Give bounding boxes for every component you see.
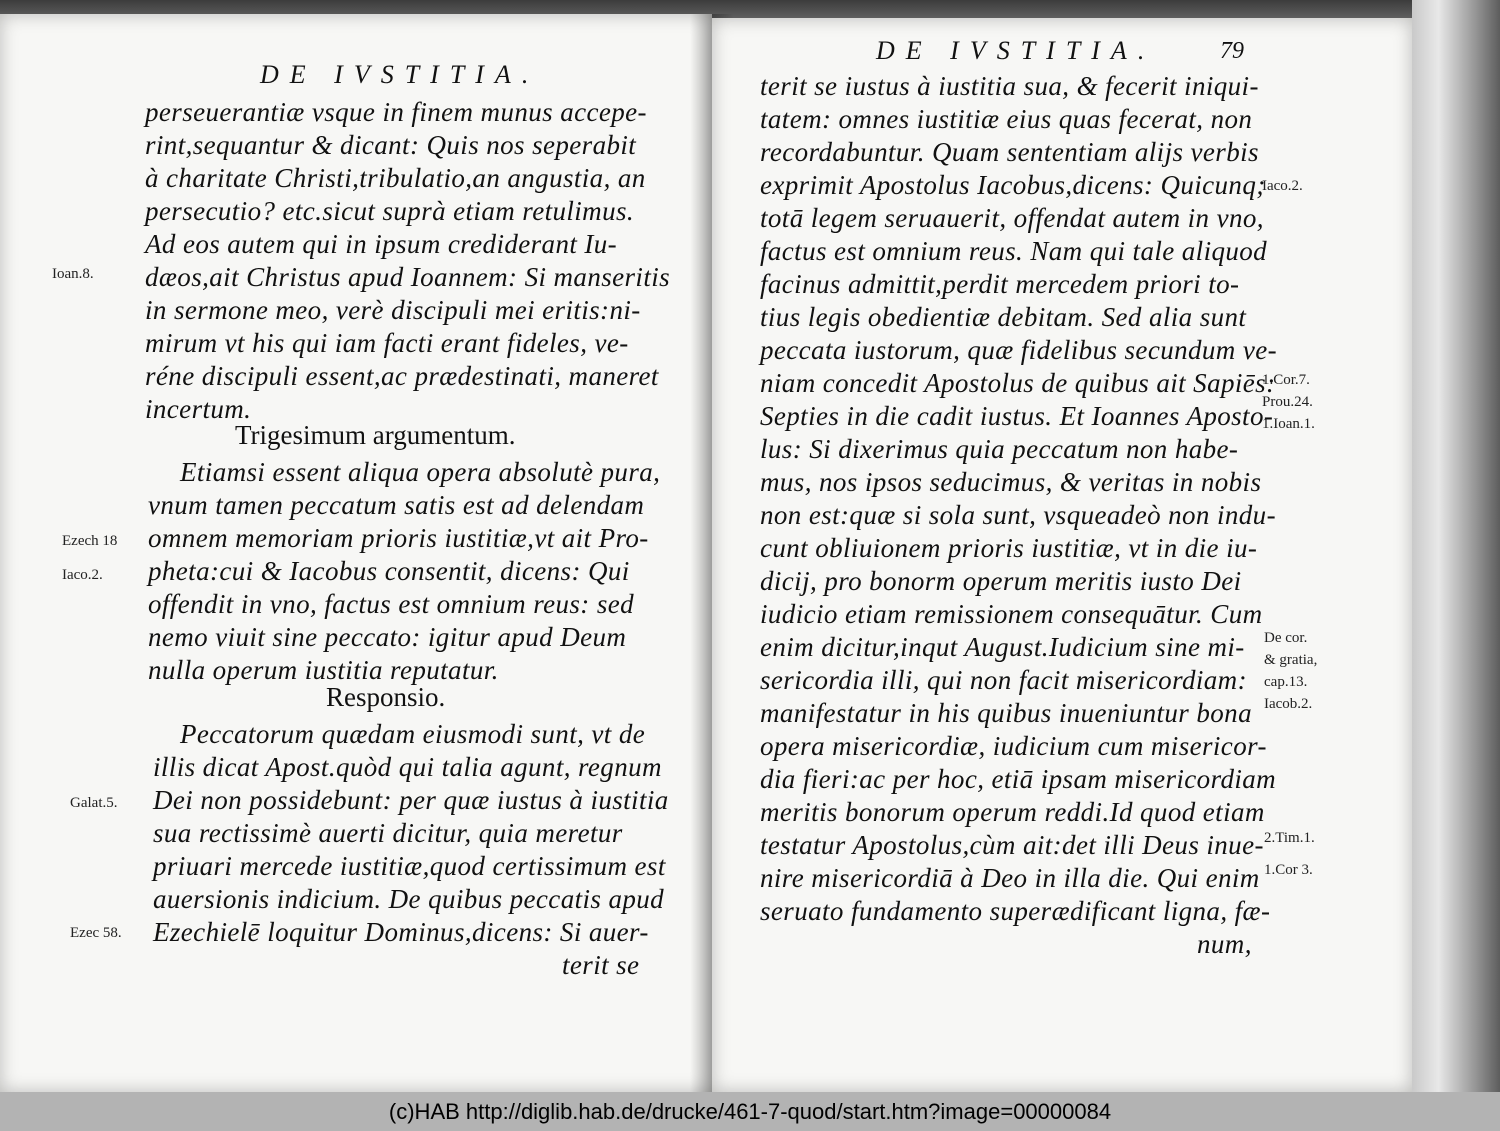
margin-note: Ezec 58. xyxy=(70,925,122,941)
text-line: sericordia illi, qui non facit misericordiam: xyxy=(760,665,1247,695)
margin-note: Iacob.2. xyxy=(1264,696,1313,712)
margin-note: Prou.24. xyxy=(1262,394,1313,410)
text-line: Dei non possidebunt: per quæ iustus à iustitia xyxy=(153,785,669,815)
text-line: vnum tamen peccatum satis est ad delendam xyxy=(148,490,645,520)
text-line: persecutio? etc.sicut suprà etiam retulimus. xyxy=(145,196,635,226)
text-line: seruato fundamento superædificant ligna, fæ- xyxy=(760,896,1271,926)
text-line: niam concedit Apostolus de quibus ait Sapiēs: xyxy=(760,368,1276,398)
text-line: Peccatorum quædam eiusmodi sunt, vt de xyxy=(180,719,646,749)
margin-note: Ioan.8. xyxy=(52,266,94,282)
text-line: testatur Apostolus,cùm ait:det illi Deus inue- xyxy=(760,830,1264,860)
text-line: réne discipuli essent,ac prædestinati, maneret xyxy=(145,361,659,391)
text-line: Ad eos autem qui in ipsum crediderant Iu- xyxy=(145,229,618,259)
text-line: nire misericordiā à Deo in illa die. Qui enim xyxy=(760,863,1260,893)
copyright-footer: (c)HAB http://diglib.hab.de/drucke/461-7-quod/start.htm?image=00000084 xyxy=(0,1092,1500,1131)
text-line: Etiamsi essent aliqua opera absolutè pura, xyxy=(180,457,661,487)
margin-note: cap.13. xyxy=(1264,674,1308,690)
text-line: facinus admittit,perdit mercedem priori to- xyxy=(760,269,1240,299)
text-line: meritis bonorum operum reddi.Id quod etiam xyxy=(760,797,1265,827)
page-number: 79 xyxy=(1220,38,1244,64)
text-line: totā legem seruauerit, offendat autem in vno, xyxy=(760,203,1264,233)
margin-note: Galat.5. xyxy=(70,795,118,811)
margin-note: Iaco.2. xyxy=(1262,178,1303,194)
text-line: factus est omnium reus. Nam qui tale aliquod xyxy=(760,236,1268,266)
margin-note: 1.Cor 3. xyxy=(1264,862,1313,878)
margin-note: & gratia, xyxy=(1264,652,1318,668)
text-line: manifestatur in his quibus inueniuntur bona xyxy=(760,698,1252,728)
margin-note: 1.Ioan.1. xyxy=(1262,416,1315,432)
text-line: pheta:cui & Iacobus consentit, dicens: Qui xyxy=(148,556,630,586)
running-head: DE IVSTITIA. xyxy=(260,60,540,89)
text-line: tius legis obedientiæ debitam. Sed alia sunt xyxy=(760,302,1247,332)
text-line: Ezechielē loquitur Dominus,dicens: Si auer- xyxy=(153,917,649,947)
text-line: mus, nos ipsos seducimus, & veritas in nobis xyxy=(760,467,1262,497)
text-line: auersionis indicium. De quibus peccatis apud xyxy=(153,884,665,914)
text-line: dia fieri:ac per hoc, etiā ipsam misericordiam xyxy=(760,764,1277,794)
section-heading: Trigesimum argumentum. xyxy=(235,420,516,450)
text-line: opera misericordiæ, iudicium cum misericor- xyxy=(760,731,1267,761)
margin-note: 1.Cor.7. xyxy=(1262,372,1310,388)
left-page xyxy=(0,14,712,1092)
right-page xyxy=(712,18,1412,1092)
book-page-edge xyxy=(1412,0,1500,1092)
text-line: omnem memoriam prioris iustitiæ,vt ait Pro- xyxy=(148,523,649,553)
text-line: dicij, pro bonorm operum meritis iusto Dei xyxy=(760,566,1242,596)
text-line: exprimit Apostolus Iacobus,dicens: Quicunq; xyxy=(760,170,1266,200)
text-line: in sermone meo, verè discipuli mei eritis:ni- xyxy=(145,295,641,325)
running-head: DE IVSTITIA. xyxy=(876,36,1156,65)
text-line: priuari mercede iustitiæ,quod certissimum est xyxy=(153,851,666,881)
text-line: incertum. xyxy=(145,394,252,424)
section-heading: Responsio. xyxy=(326,682,446,712)
margin-note: De cor. xyxy=(1264,630,1308,646)
text-line: dæos,ait Christus apud Ioannem: Si manseritis xyxy=(145,262,671,292)
margin-note: Ezech 18 xyxy=(62,533,118,549)
text-line: lus: Si dixerimus quia peccatum non habe- xyxy=(760,434,1239,464)
text-line: num, xyxy=(1197,929,1252,959)
text-line: sua rectissimè auerti dicitur, quia meretur xyxy=(153,818,623,848)
text-line: terit se iustus à iustitia sua, & fecerit iniqui- xyxy=(760,71,1259,101)
text-line: iudicio etiam remissionem consequātur. Cum xyxy=(760,599,1263,629)
text-line: peccata iustorum, quæ fidelibus secundum ve- xyxy=(760,335,1278,365)
text-line: à charitate Christi,tribulatio,an angustia, an xyxy=(145,163,646,193)
text-line: enim dicitur,inqut August.Iudicium sine mi- xyxy=(760,632,1245,662)
text-line: Septies in die cadit iustus. Et Ioannes Aposto- xyxy=(760,401,1274,431)
text-line: mirum vt his qui iam facti erant fideles, ve- xyxy=(145,328,629,358)
text-line: cunt obliuionem prioris iustitiæ, vt in die iu- xyxy=(760,533,1258,563)
text-line: recordabuntur. Quam sententiam alijs verbis xyxy=(760,137,1259,167)
margin-note: Iaco.2. xyxy=(62,567,103,583)
text-line: tatem: omnes iustitiæ eius quas fecerat, non xyxy=(760,104,1253,134)
text-line: rint,sequantur & dicant: Quis nos seperabit xyxy=(145,130,637,160)
text-line: non est:quæ si sola sunt, vsqueadeò non indu- xyxy=(760,500,1276,530)
text-line: terit se xyxy=(562,950,640,980)
text-line: nulla operum iustitia reputatur. xyxy=(148,655,499,685)
margin-note: 2.Tim.1. xyxy=(1264,830,1315,846)
text-line: perseuerantiæ vsque in finem munus accepe- xyxy=(145,97,647,127)
text-line: nemo viuit sine peccato: igitur apud Deum xyxy=(148,622,627,652)
text-line: illis dicat Apost.quòd qui talia agunt, regnum xyxy=(153,752,662,782)
text-line: offendit in vno, factus est omnium reus: sed xyxy=(148,589,635,619)
